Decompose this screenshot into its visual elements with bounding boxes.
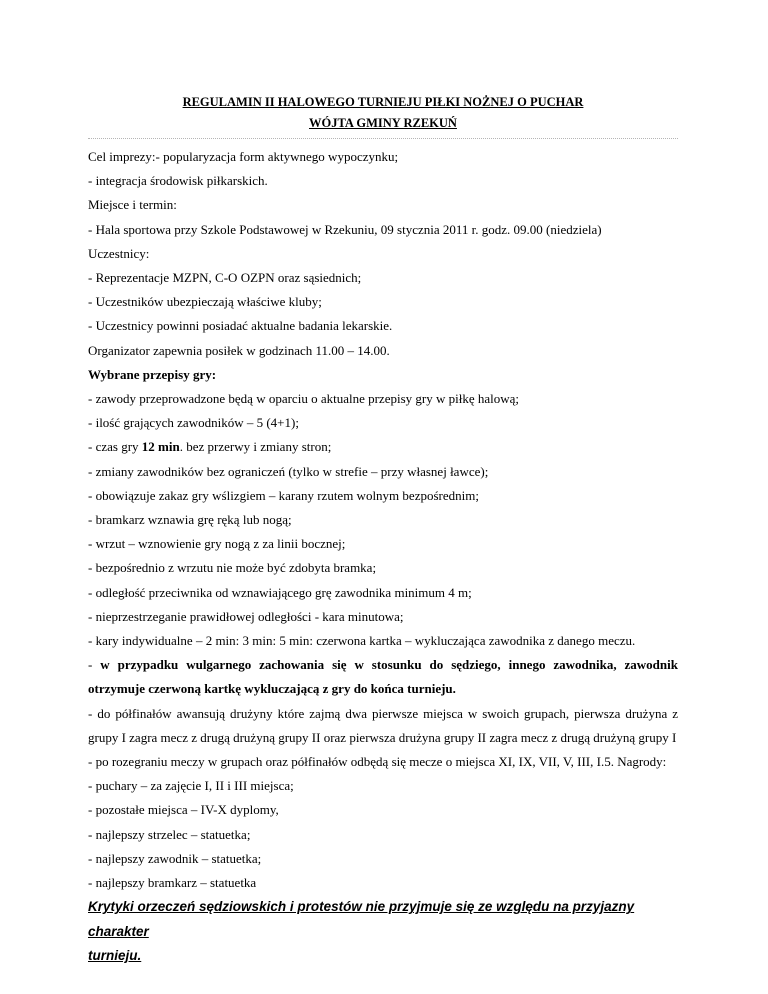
participants-item: - Uczestnicy powinni posiadać aktualne badania lekarskie. xyxy=(88,318,393,334)
title-separator xyxy=(88,138,678,139)
rule-3-suffix: . bez przerwy i zmiany stron; xyxy=(179,439,332,455)
rule-item: - wrzut – wznowienie gry nogą z za linii bocznej; xyxy=(88,536,346,552)
misconduct-text-1: w przypadku wulgarnego zachowania się w stosunku do sędziego, innego zawodnika, zawodnik xyxy=(100,657,678,673)
rules-heading: Wybrane przepisy gry: xyxy=(88,366,217,382)
rule-item: - obowiązuje zakaz gry wślizgiem – karany rzutem wolnym bezpośrednim; xyxy=(88,487,479,503)
footer-note-line-2: turnieju. xyxy=(88,947,142,963)
venue-label: Miejsce i termin: xyxy=(88,197,177,213)
rule-item-game-time xyxy=(88,435,678,459)
semifinals-line-2: grupy I zagra mecz z drugą drużyną grupy II oraz pierwsza drużyna grupy II zagra mecz z drugą drużyną grupy I xyxy=(88,729,677,745)
rule-item: - ilość grających zawodników – 5 (4+1); xyxy=(88,415,299,431)
prize-item: - najlepszy bramkarz – statuetka xyxy=(88,875,257,891)
misconduct-rule-line-1 xyxy=(88,653,678,677)
rule-item: - odległość przeciwnika od wznawiającego grę zawodnika minimum 4 m; xyxy=(88,584,472,600)
rule-item: - zmiany zawodników bez ograniczeń (tylko w strefie – przy własnej ławce); xyxy=(88,463,489,479)
rule-item: - nieprzestrzeganie prawidłowej odległości - kara minutowa; xyxy=(88,608,404,624)
footer-note-line-1: Krytyki orzeczeń sędziowskich i protestów nie przyjmuje się ze względu na przyjazny charakter xyxy=(88,899,635,939)
rule-item: - kary indywidualne – 2 min: 3 min: 5 min: czerwona kartka – wykluczająca zawodnika z danego meczu. xyxy=(88,633,636,649)
participants-label: Uczestnicy: xyxy=(88,245,150,261)
misconduct-rule-line-2: otrzymuje czerwoną kartkę wykluczającą z gry do końca turnieju. xyxy=(88,681,456,697)
rule-item: - bramkarz wznawia grę ręką lub nogą; xyxy=(88,512,292,528)
venue-item: - Hala sportowa przy Szkole Podstawowej w Rzekuniu, 09 stycznia 2011 r. godz. 09.00 (niedziela) xyxy=(88,221,602,237)
meal-note: Organizator zapewnia posiłek w godzinach 11.00 – 14.00. xyxy=(88,342,390,358)
rule-item: - bezpośrednio z wrzutu nie może być zdobyta bramka; xyxy=(88,560,377,576)
rule-3-bold-time: 12 min xyxy=(141,439,180,455)
prize-item: - najlepszy strzelec – statuetka; xyxy=(88,826,251,842)
purpose-item-2: - integracja środowisk piłkarskich. xyxy=(88,173,268,189)
participants-item: - Reprezentacje MZPN, C-O OZPN oraz sąsiednich; xyxy=(88,270,362,286)
rule-item: - zawody przeprowadzone będą w oparciu o aktualne przepisy gry w piłkę halową; xyxy=(88,391,519,407)
document-title-line-1: REGULAMIN II HALOWEGO TURNIEJU PIŁKI NOŻNEJ O PUCHAR xyxy=(182,95,584,109)
semifinals-line-3: - po rozegraniu meczy w grupach oraz półfinałów odbędą się mecze o miejsca XI, IX, VII, V, III, I.5. Nagrody: xyxy=(88,754,667,770)
participants-item: - Uczestników ubezpieczają właściwe kluby; xyxy=(88,294,322,310)
prize-item: - puchary – za zajęcie I, II i III miejsca; xyxy=(88,778,294,794)
purpose-line: Cel imprezy:- popularyzacja form aktywnego wypoczynku; xyxy=(88,149,399,164)
misconduct-prefix: - xyxy=(88,657,101,673)
document-title-line-2: WÓJTA GMINY RZEKUŃ xyxy=(309,116,457,130)
document-page xyxy=(88,92,678,968)
rule-3-prefix: - czas gry xyxy=(88,439,142,455)
prize-item: - pozostałe miejsca – IV-X dyplomy, xyxy=(88,802,279,818)
semifinals-line-1: - do półfinałów awansują drużyny które zajmą dwa pierwsze miejsca w swoich grupach, pierwsza drużyna z xyxy=(88,705,678,721)
prize-item: - najlepszy zawodnik – statuetka; xyxy=(88,850,262,866)
